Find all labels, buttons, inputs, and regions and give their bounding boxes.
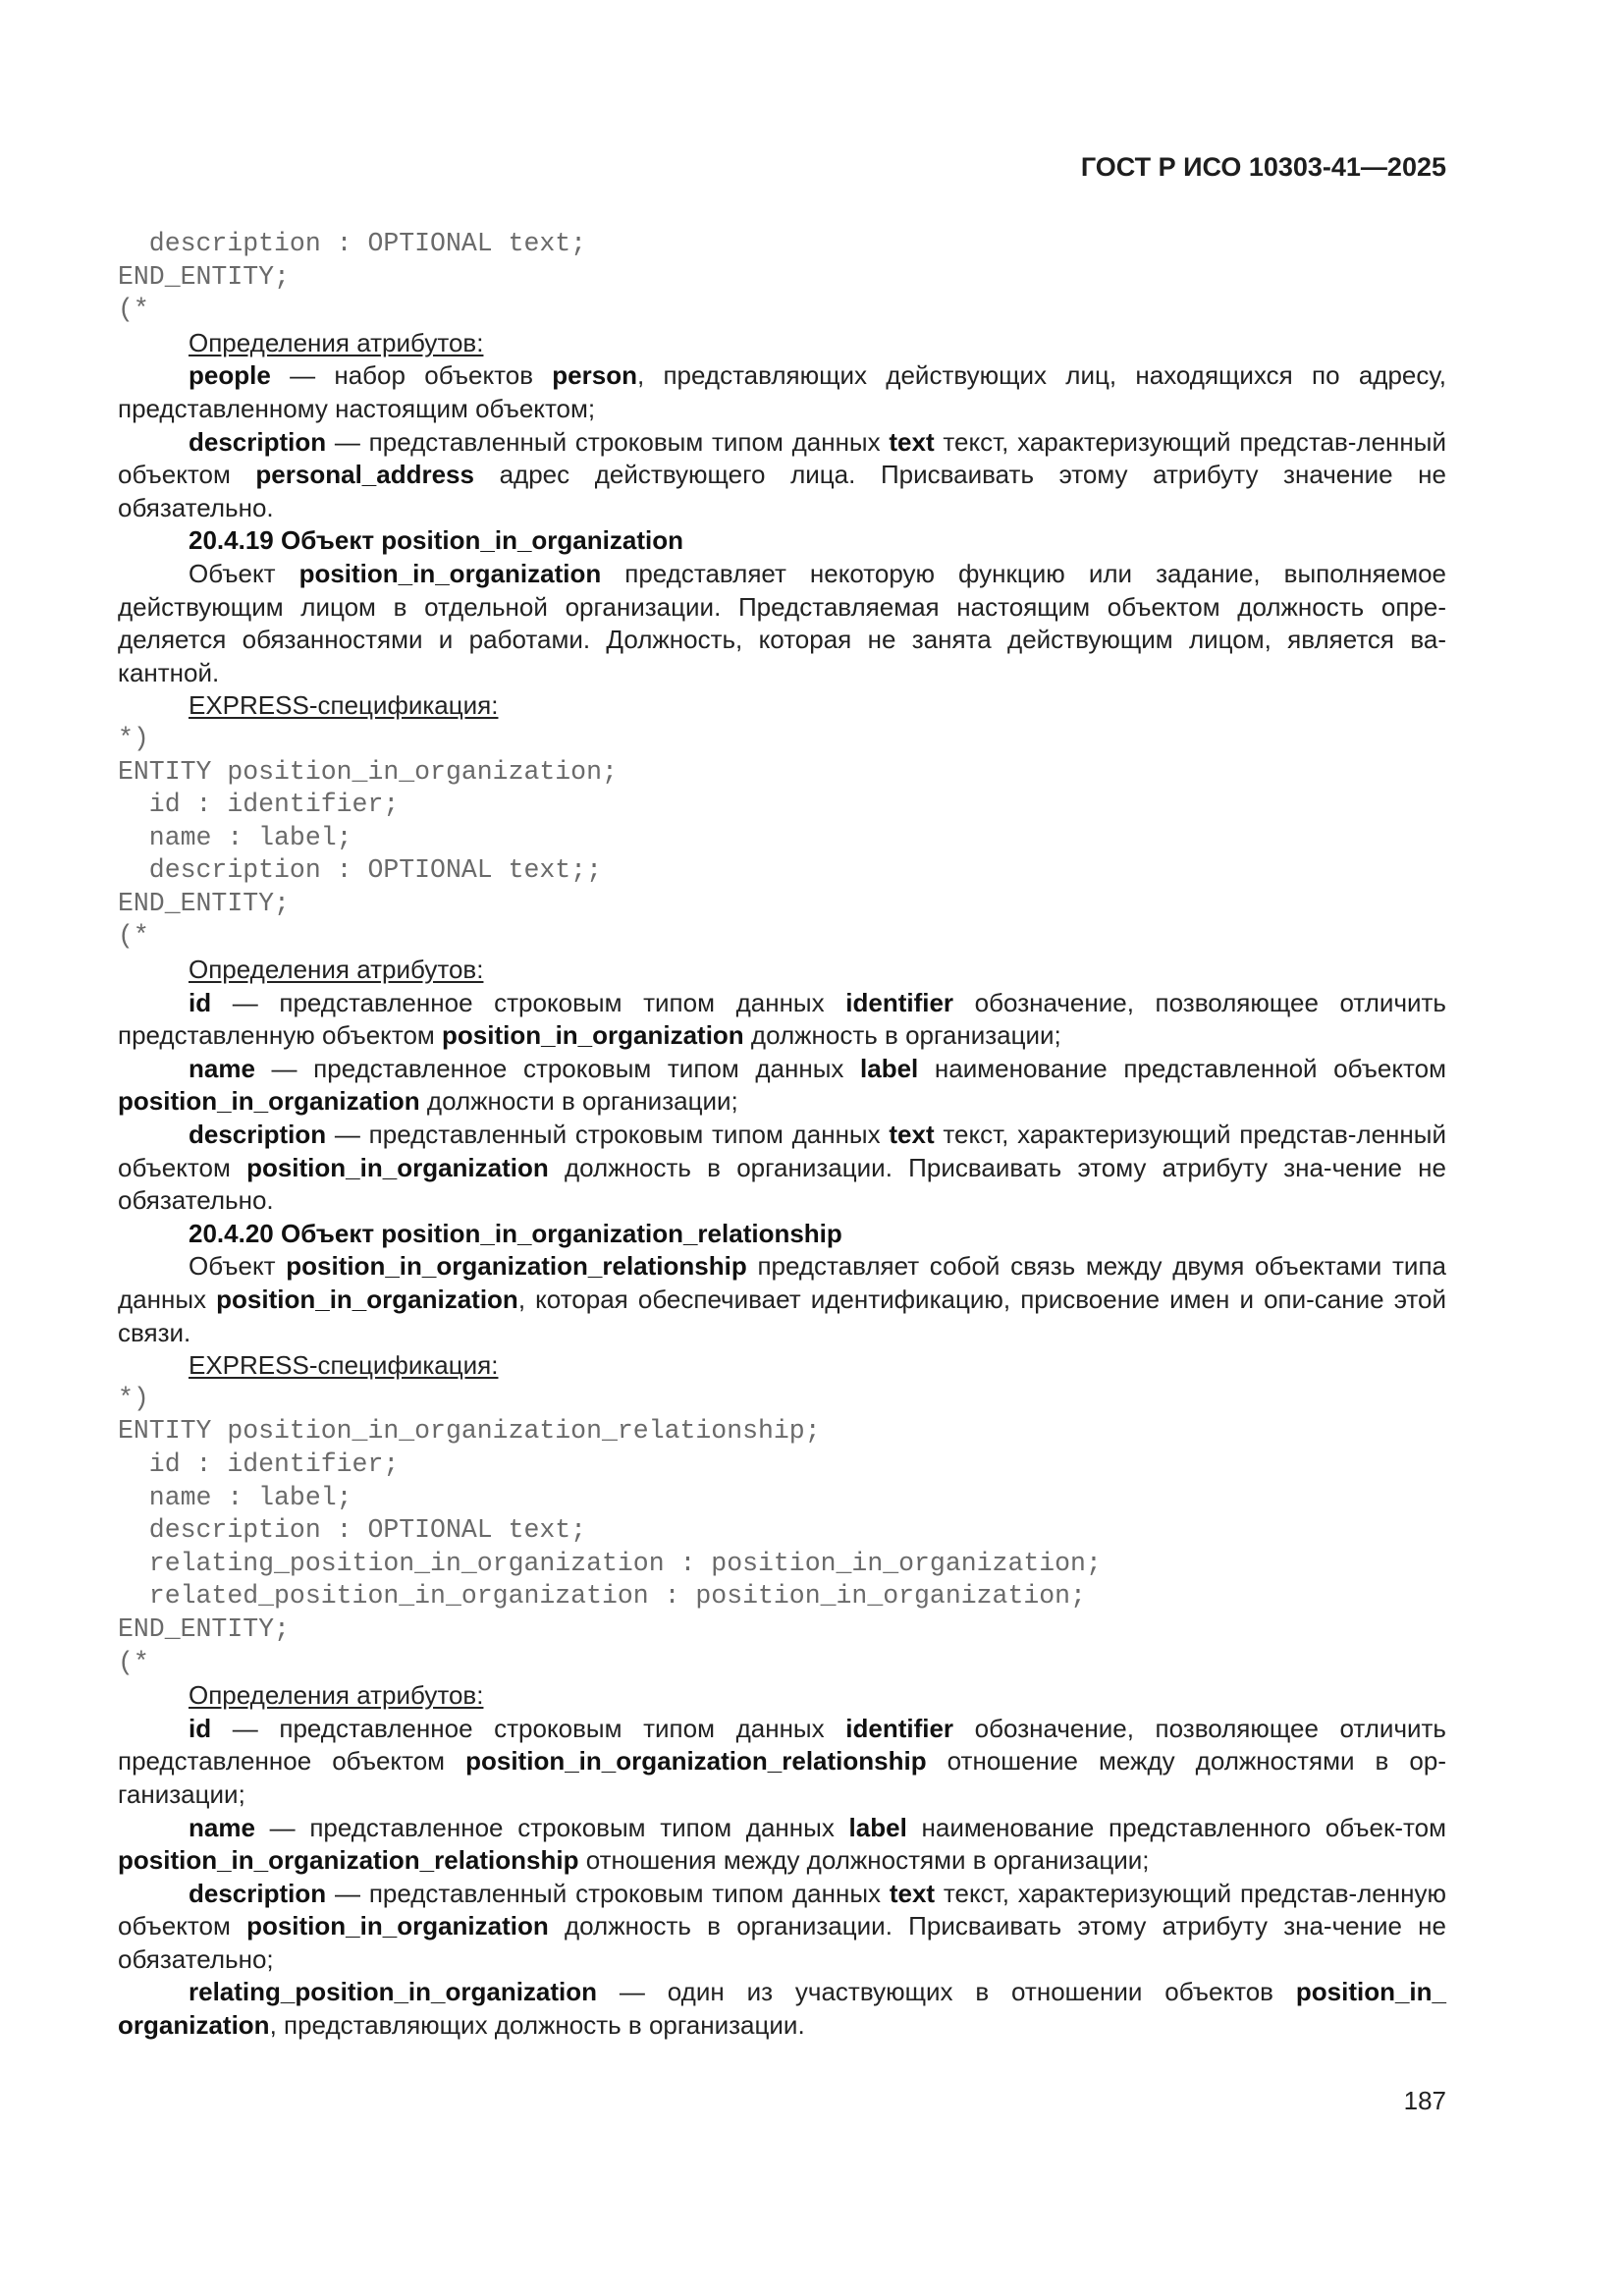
page-number: 187 bbox=[1403, 2086, 1446, 2115]
section-heading: 20.4.19 Объект position_in_organization bbox=[189, 525, 683, 556]
code-line: id : identifier; bbox=[118, 790, 400, 820]
attribute-definition-description: description — представленный строковым типом данных text текст, характеризующий представ-ленную объектом position_in_organization должность в организации. Присваивать этому атрибуту зна-чение не обязательно; bbox=[118, 1878, 1446, 1974]
section-paragraph: Объект position_in_organization_relationship представляет собой связь между двумя объектами типа данных position_in_organization, которая обеспечивает идентификацию, присвоение имен и опи-сание этой связи. bbox=[118, 1251, 1446, 1347]
section-label: EXPRESS-спецификация: bbox=[189, 1350, 499, 1381]
attribute-definition-name: name — представленное строковым типом данных label наименование представленного объек-том position_in_organization_relationship отношения между должностями в организации; bbox=[118, 1812, 1446, 1876]
document-body bbox=[118, 228, 1446, 2043]
code-line: ENTITY position_in_organization_relationship; bbox=[118, 1416, 821, 1447]
section-label: Определения атрибутов: bbox=[189, 955, 484, 985]
code-line: name : label; bbox=[118, 1482, 352, 1512]
section-label: EXPRESS-спецификация: bbox=[189, 690, 499, 721]
code-line: description : OPTIONAL text;; bbox=[118, 855, 602, 886]
attribute-definition-description: description — представленный строковым типом данных text текст, характеризующий представ-ленный объектом position_in_organization должность в организации. Присваивать этому атрибуту зна-чение не обязательно. bbox=[118, 1120, 1446, 1216]
code-line: END_ENTITY; bbox=[118, 888, 290, 918]
code-line: *) bbox=[118, 723, 149, 753]
code-line: ENTITY position_in_organization; bbox=[118, 756, 618, 787]
attribute-definition-name: name — представленное строковым типом данных label наименование представленной объектом position_in_organization должности в организации; bbox=[118, 1053, 1447, 1117]
code-line: (* bbox=[118, 1647, 149, 1677]
section-label: Определения атрибутов: bbox=[189, 327, 484, 357]
code-line: id : identifier; bbox=[118, 1449, 400, 1479]
standard-header: ГОСТ Р ИСО 10303-41—2025 bbox=[1080, 152, 1446, 182]
section-paragraph: Объект position_in_organization представляет некоторую функцию или задание, выполняемое действующим лицом в отдельной организации. Представляемая настоящим объектом должность опре-деляется обязанностями и работами. Должность, которая не занята действующим лицом, является ва-кантной. bbox=[118, 558, 1446, 687]
code-line: name : label; bbox=[118, 822, 352, 852]
code-line: description : OPTIONAL text; bbox=[118, 1515, 587, 1546]
attribute-definition-description: description — представленный строковым типом данных text текст, характеризующий представ-ленный объектом personal_address адрес действующего лица. Присваивать этому атрибуту значение не обязательно. bbox=[118, 426, 1446, 522]
code-line: *) bbox=[118, 1383, 149, 1413]
attribute-definition-id: id — представленное строковым типом данных identifier обозначение, позволяющее отличить представленную объектом position_in_organization должность в организации; bbox=[118, 987, 1446, 1051]
section-heading: 20.4.20 Объект position_in_organization_relationship bbox=[189, 1218, 842, 1248]
code-line: (* bbox=[118, 295, 149, 325]
code-line: END_ENTITY; bbox=[118, 261, 290, 292]
document-page bbox=[118, 0, 1446, 2296]
attribute-definition-relating: relating_position_in_organization — один из участвующих в отношении объектов position_in_ organization, представляющих должность в организации. bbox=[118, 1977, 1446, 2041]
code-line: description : OPTIONAL text; bbox=[118, 229, 587, 258]
code-line: (* bbox=[118, 921, 149, 952]
code-line: END_ENTITY; bbox=[118, 1613, 290, 1644]
attribute-definition-people: people — набор объектов person, представляющих действующих лиц, находящихся по адресу, представленному настоящим объектом; bbox=[118, 360, 1446, 423]
section-label: Определения атрибутов: bbox=[189, 1680, 484, 1711]
attribute-definition-id: id — представленное строковым типом данных identifier обозначение, позволяющее отличить представленное объектом position_in_organization_relationship отношение между должностями в ор-ганизации; bbox=[118, 1713, 1447, 1809]
code-line: related_position_in_organization : position_in_organization; bbox=[118, 1581, 1086, 1612]
code-line: relating_position_in_organization : position_in_organization; bbox=[118, 1548, 1102, 1578]
